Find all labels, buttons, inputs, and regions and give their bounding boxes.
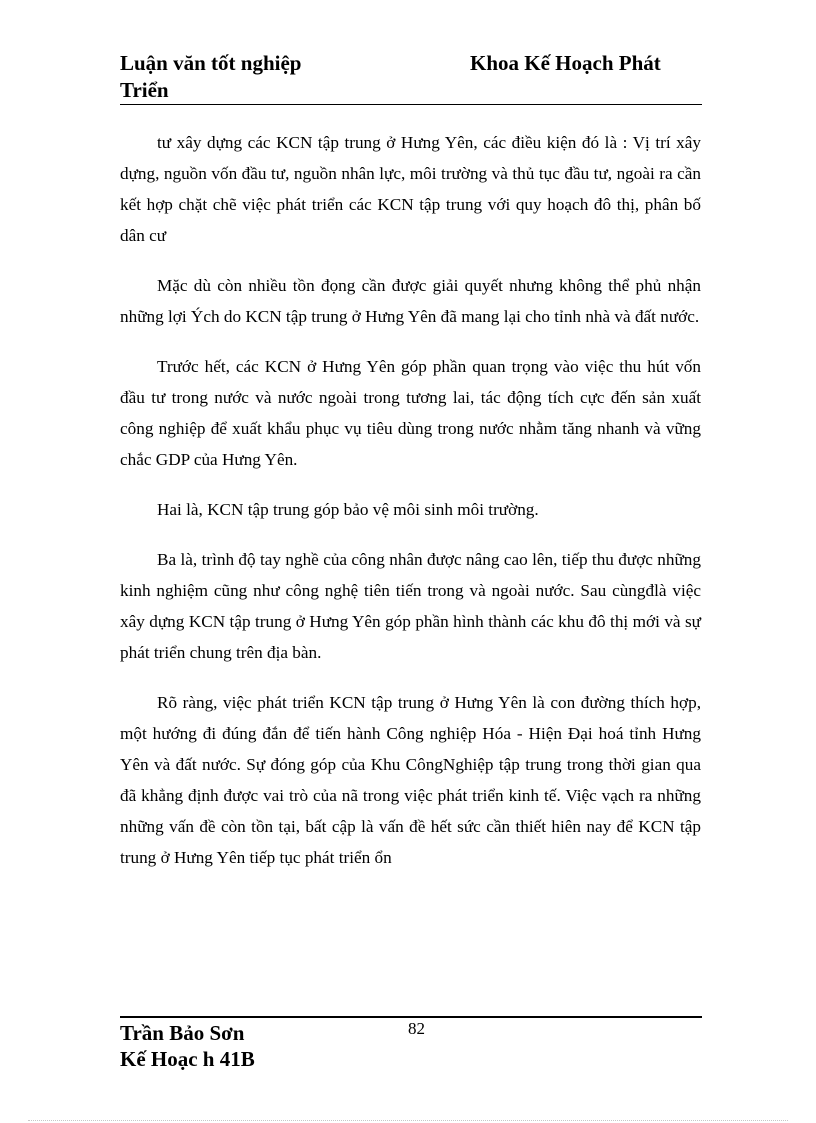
body-text [120,127,701,892]
faculty-title: Khoa Kế Hoạch Phát [470,51,661,75]
thesis-title: Luận văn tốt nghiệp [120,51,302,75]
faculty-title-continuation: Triển [120,78,169,102]
page-header [120,50,702,105]
page-edge-divider [28,1120,788,1121]
paragraph-4: Hai là, KCN tập trung góp bảo vệ môi sinh môi trường. [157,500,539,519]
footer-author: Trần Bảo Sơn [120,1021,245,1045]
paragraph-6: Rõ ràng, việc phát triển KCN tập trung ở Hưng Yên là con đường thích hợp, một hướng đi đúng đắn để tiến hành Công nghiệp Hóa - Hiện Đại hoá tỉnh Hưng Yên và đất nước. Sự đóng góp của Khu CôngNghiệp tập trung trong thời gian qua đã khẳng định được vai trò của nã trong việc phát triển kinh tế. Việc vạch ra những những vấn đề còn tồn tại, bất cập là vấn đề hết sức cần thiết hiên nay để KCN tập trung ở Hưng Yên tiếp tục phát triển ổn [120,693,701,867]
footer-class: Kế Hoạc h 41B [120,1047,255,1071]
paragraph-2: Mặc dù còn nhiều tồn đọng cần được giải quyết nhưng không thể phủ nhận những lợi Ých do KCN tập trung ở Hưng Yên đã mang lại cho tỉnh nhà và đất nước. [120,276,701,326]
paragraph-5: Ba là, trình độ tay nghề của công nhân được nâng cao lên, tiếp thu được những kinh nghiệm cũng như công nghệ tiên tiến trong và ngoài nước. Sau cùngđlà việc xây dựng KCN tập trung ở Hưng Yên góp phần hình thành các khu đô thị mới và sự phát triển chung trên địa bàn. [120,550,701,662]
paragraph-3: Trước hết, các KCN ở Hưng Yên góp phần quan trọng vào việc thu hút vốn đầu tư trong nước và nước ngoài trong tương lai, tác động tích cực đến sản xuất công nghiệp để xuất khẩu phục vụ tiêu dùng trong nước nhằm tăng nhanh và vững chắc GDP của Hưng Yên. [120,357,701,469]
page-number: 82 [408,1019,425,1038]
paragraph-1: tư xây dựng các KCN tập trung ở Hưng Yên, các điều kiện đó là : Vị trí xây dựng, nguồn vốn đầu tư, nguồn nhân lực, môi trường và thủ tục đầu tư, ngoài ra cần kết hợp chặt chẽ việc phát triển các KCN tập trung với quy hoạch đô thị, phân bố dân cư [120,133,701,245]
